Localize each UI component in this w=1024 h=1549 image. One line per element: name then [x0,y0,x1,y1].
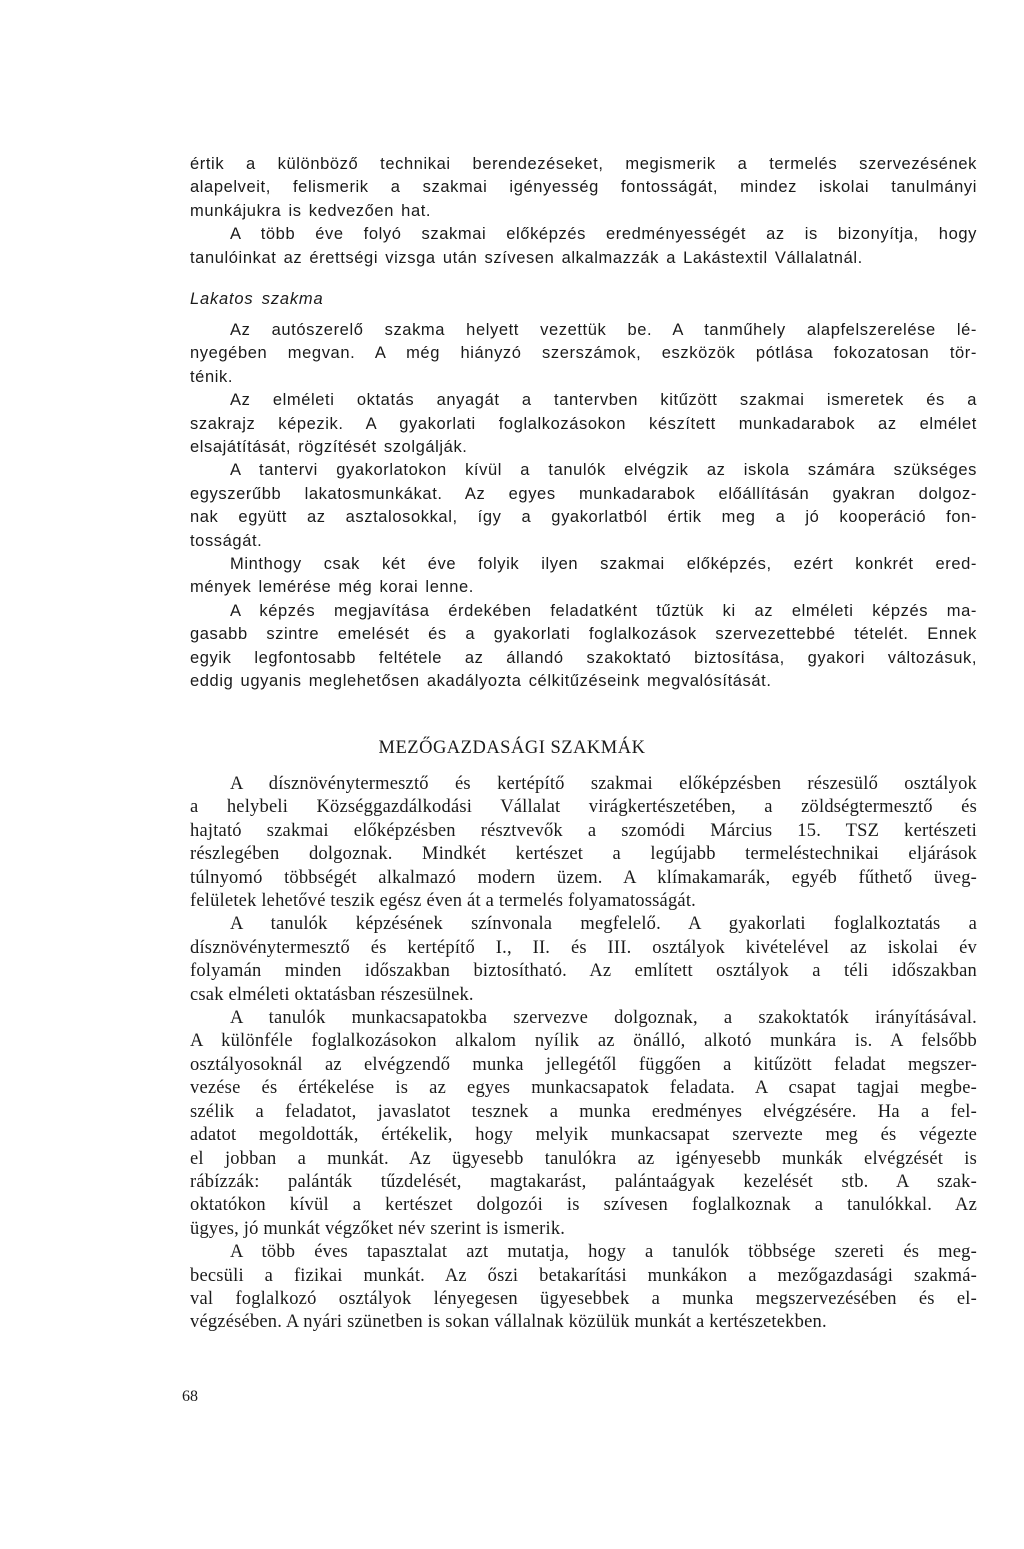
text-line: túlnyomó többségét alkalmazó modern üzem. A klímakamarák, egyéb fűthető üveg- [190,867,977,888]
text-line: A tantervi gyakorlatokon kívül a tanulók elvégzik az iskola számára szükséges [230,461,977,480]
text-line: becsüli a fizikai munkát. Az őszi betakarítási munkákon a mezőgazdasági szakmá- [190,1265,977,1286]
text-line: Minthogy csak két éve folyik ilyen szakmai előképzés, ezért konkrét ered- [230,555,977,574]
text-line: vezése és értékelése is az egyes munkacsapatok feladata. A csapat tagjai megbe- [190,1078,977,1099]
text-line: a helybeli Községgazdálkodási Vállalat virágkertészetében, a zöldségtermesztő és [190,797,977,818]
text-line: hajtató szakmai előképzésben résztvevők a szomódi Március 15. TSZ kertészeti [190,820,977,841]
text-line: alapelveit, felismerik a szakmai igényesség fontosságát, mindez iskolai tanulmányi [190,178,977,197]
text-line: tanulóinkat az érettségi vizsga után szívesen alkalmazzák a Lakástextil Vállalatnál. [190,248,863,267]
text-line: nak együtt az asztalosokkal, így a gyakorlatból értik meg a jó kooperáció fon- [190,508,977,527]
text-line: mények lemérése még korai lenne. [190,578,474,597]
text-line: A dísznövénytermesztő és kertépítő szakmai előképzésben részesülő osztályok [230,774,977,794]
text-line: el jobban a munkát. Az ügyesebb tanulókra az igényesebb munkák elvégzését is [190,1148,977,1169]
text-line: értik a különböző technikai berendezéseket, megismerik a termelés szervezésének [190,155,977,173]
text-line: nyegében megvan. A még hiányzó szerszámok, eszközök pótlása fokozatosan tör- [190,344,977,363]
text-line: adatot megoldották, értékelik, hogy melyik munkacsapat szervezte meg és végezte [190,1125,977,1146]
text-line: Az autószerelő szakma helyett vezettük be. A tanműhely alapfelszerelése lé- [230,321,977,339]
text-line: egyik legfontosabb feltétele az állandó szakoktató biztosítása, gyakori változásuk, [190,648,977,667]
text-line: ügyes, jó munkát végzőket név szerint is ismerik. [190,1218,566,1239]
page-number: 68 [182,1388,198,1405]
text-line: elsajátítását, rögzítését szolgálják. [190,438,468,457]
text-line: eddig ugyanis meglehetősen akadályozta célkitűzéseink megvalósítását. [190,672,772,691]
text-line: szakrajz képezik. A gyakorlati foglalkozásokon készített munkadarabok az elmélet [190,414,977,433]
text-line: oktatókon kívül a kertészet dolgozói is szívesen foglalkoznak a tanulókkal. Az [190,1195,977,1216]
text-line: rábízzák: palánták tűzdelését, magtakarást, palántaágyak kezelését stb. A szak- [190,1171,977,1192]
text-line: végzésében. A nyári szünetben is sokan vállalnak közülük munkát a kertészetekben. [190,1312,827,1333]
text-line: A tanulók munkacsapatokba szervezve dolgoznak, a szakoktatók irányításával. [230,1008,977,1029]
text-line: A több éves tapasztalat azt mutatja, hogy a tanulók többsége szereti és meg- [230,1242,977,1263]
text-line: felületek lehetővé teszik egész éven át a termelés folyamatosságát. [190,891,696,912]
paragraph-block-mezogazdasagi [190,773,977,1335]
text-line: szélik a feladatot, javaslatot tesznek a munka eredményes elvégzésére. Ha a fel- [190,1101,977,1122]
text-line: osztályosoknál az elvégzendő munka jellegétől függően a kitűzött feladat megszer- [190,1054,977,1075]
text-line: A tanulók képzésének színvonala megfelelő. A gyakorlati foglalkoztatás a [230,914,977,935]
section-subheading: Lakatos szakma [190,290,324,308]
section-heading: MEZŐGAZDASÁGI SZAKMÁK [378,738,646,758]
text-line: Az elméleti oktatás anyagát a tantervben kitűzött szakmai ismeretek és a [230,391,977,410]
text-line: val foglalkozó osztályok lényegesen ügyesebbek a munka megszervezésében és el- [190,1288,977,1309]
text-line: folyamán minden időszakban biztosítható. Az említett osztályok a téli időszakban [190,961,977,982]
text-line: munkájukra is kedvezően hat. [190,201,432,220]
text-line: részlegében dolgoznak. Mindkét kertészet a legújabb termeléstechnikai eljárások [190,844,977,865]
text-line: dísznövénytermesztő és kertépítő I., II. és III. osztályok kivételével az iskolai év [190,937,977,958]
text-line: A különféle foglalkozásokon alkalom nyílik az önálló, alkotó munkára is. A felsőbb [190,1031,977,1052]
text-line: csak elméleti oktatásban részesülnek. [190,984,474,1005]
text-line: A több éve folyó szakmai előképzés eredményességét az is bizonyítja, hogy [230,225,977,244]
text-line: A képzés megjavítása érdekében feladatként tűztük ki az elméleti képzés ma- [230,601,977,620]
paragraph-block-intro [190,153,977,270]
text-line: tosságát. [190,531,263,550]
text-line: gasabb szintre emelését és a gyakorlati foglalkozások szervezettebbé tételét. Ennek [190,625,977,644]
paragraph-block-lakatos [190,319,977,694]
text-line: egyszerűbb lakatosmunkákat. Az egyes munkadarabok előállításán gyakran dolgoz- [190,484,977,503]
text-line: ténik. [190,367,234,386]
